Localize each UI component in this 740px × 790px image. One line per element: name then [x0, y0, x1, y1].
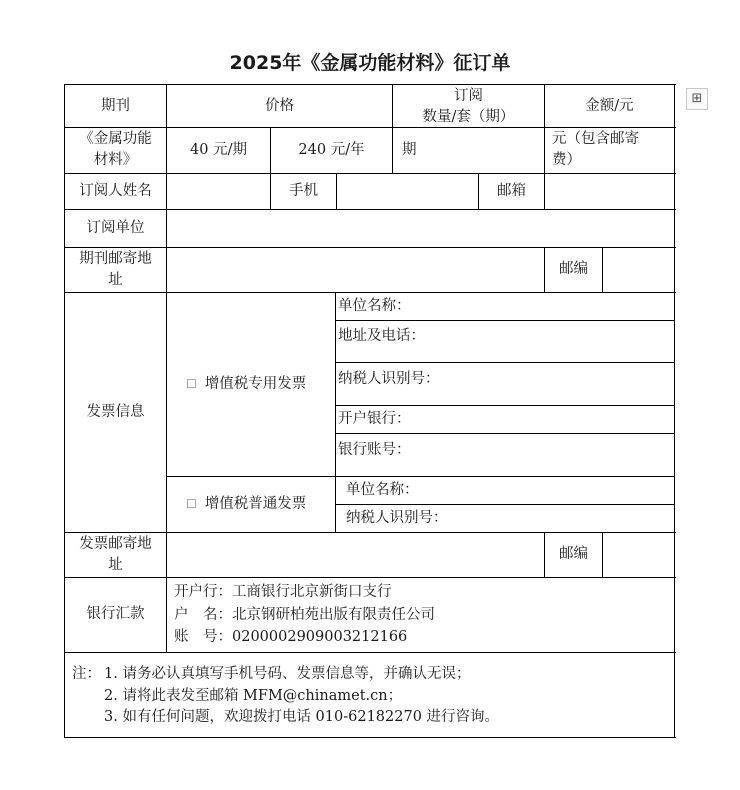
vat-special-invoice-option[interactable]: [186, 374, 306, 395]
org-input[interactable]: [167, 210, 674, 247]
header-subscribe: 订阅 数量/套（期）: [422, 88, 515, 125]
account-name-line: [174, 605, 435, 626]
vat-normal-invoice-option[interactable]: [186, 494, 306, 515]
invoice-info-label: 发票信息: [86, 404, 145, 420]
notes-prefix: 注：: [72, 666, 101, 682]
invoice-address-label: 发票邮寄地 址: [79, 536, 152, 573]
note-item-3: 3. 如有任何问题，欢迎拨打电话 010-62182270 进行咨询。: [104, 709, 500, 725]
account-number-value: 0200002909003212166: [232, 629, 408, 645]
invoice-address-input[interactable]: [167, 533, 544, 577]
checkbox-icon[interactable]: ☐: [186, 497, 197, 511]
vat-normal-invoice-label: 增值税普通发票: [204, 496, 307, 512]
journal-address-input[interactable]: [167, 248, 544, 292]
account-number-line: [174, 627, 407, 648]
header-amount: 金额/元: [585, 98, 634, 114]
table-icon[interactable]: ⊞: [686, 88, 708, 110]
phone-label: 手机: [289, 183, 318, 199]
email-input[interactable]: [545, 174, 674, 209]
email-label: 邮箱: [497, 183, 526, 199]
price-per-issue: 40 元/期: [190, 142, 247, 158]
account-name-value: 北京钢研柏苑出版有限责任公司: [232, 607, 435, 623]
normal-taxpayer-id-label: 纳税人识别号：: [346, 510, 448, 526]
checkbox-icon[interactable]: ☐: [186, 377, 197, 391]
special-address-phone-label: 地址及电话：: [338, 328, 425, 344]
price-per-year: 240 元/年: [298, 142, 365, 158]
bank-transfer-label: 银行汇款: [86, 606, 145, 622]
invoice-postcode-input[interactable]: [603, 533, 674, 577]
special-bank-label: 开户银行：: [338, 411, 411, 427]
bank-name-line: [174, 582, 392, 603]
note-item-2: 2. 请将此表发至邮箱 MFM@chinamet.cn；: [104, 688, 403, 704]
account-name-key: 户 名：: [174, 607, 232, 623]
phone-input[interactable]: [337, 174, 478, 209]
header-journal: 期刊: [101, 98, 130, 114]
special-taxpayer-id-label: 纳税人识别号：: [338, 371, 440, 387]
page-title: 2025年《金属功能材料》征订单: [229, 52, 511, 74]
journal-address-label: 期刊邮寄地 址: [79, 251, 152, 288]
note-item-1: 1. 请务必认真填写手机号码、发票信息等，并确认无误；: [104, 666, 471, 682]
bank-name-value: 工商银行北京新街口支行: [232, 584, 392, 600]
header-price: 价格: [265, 98, 294, 114]
special-company-name-label: 单位名称：: [338, 298, 411, 314]
account-number-key: 账 号：: [174, 629, 232, 645]
journal-postcode-input[interactable]: [603, 248, 674, 292]
bank-name-key: 开户行：: [174, 584, 232, 600]
org-label: 订阅单位: [86, 220, 145, 236]
quantity-field[interactable]: 期: [402, 142, 417, 158]
subscriber-name-input[interactable]: [167, 174, 270, 209]
subscriber-name-label: 订阅人姓名: [79, 183, 152, 199]
journal-postcode-label: 邮编: [559, 261, 588, 277]
journal-name: 《金属功能 材料》: [79, 131, 152, 168]
invoice-postcode-label: 邮编: [559, 546, 588, 562]
special-account-label: 银行账号：: [338, 442, 411, 458]
vat-special-invoice-label: 增值税专用发票: [204, 376, 307, 392]
normal-company-name-label: 单位名称：: [346, 482, 419, 498]
amount-field[interactable]: 元（包含邮寄 费）: [552, 131, 639, 168]
